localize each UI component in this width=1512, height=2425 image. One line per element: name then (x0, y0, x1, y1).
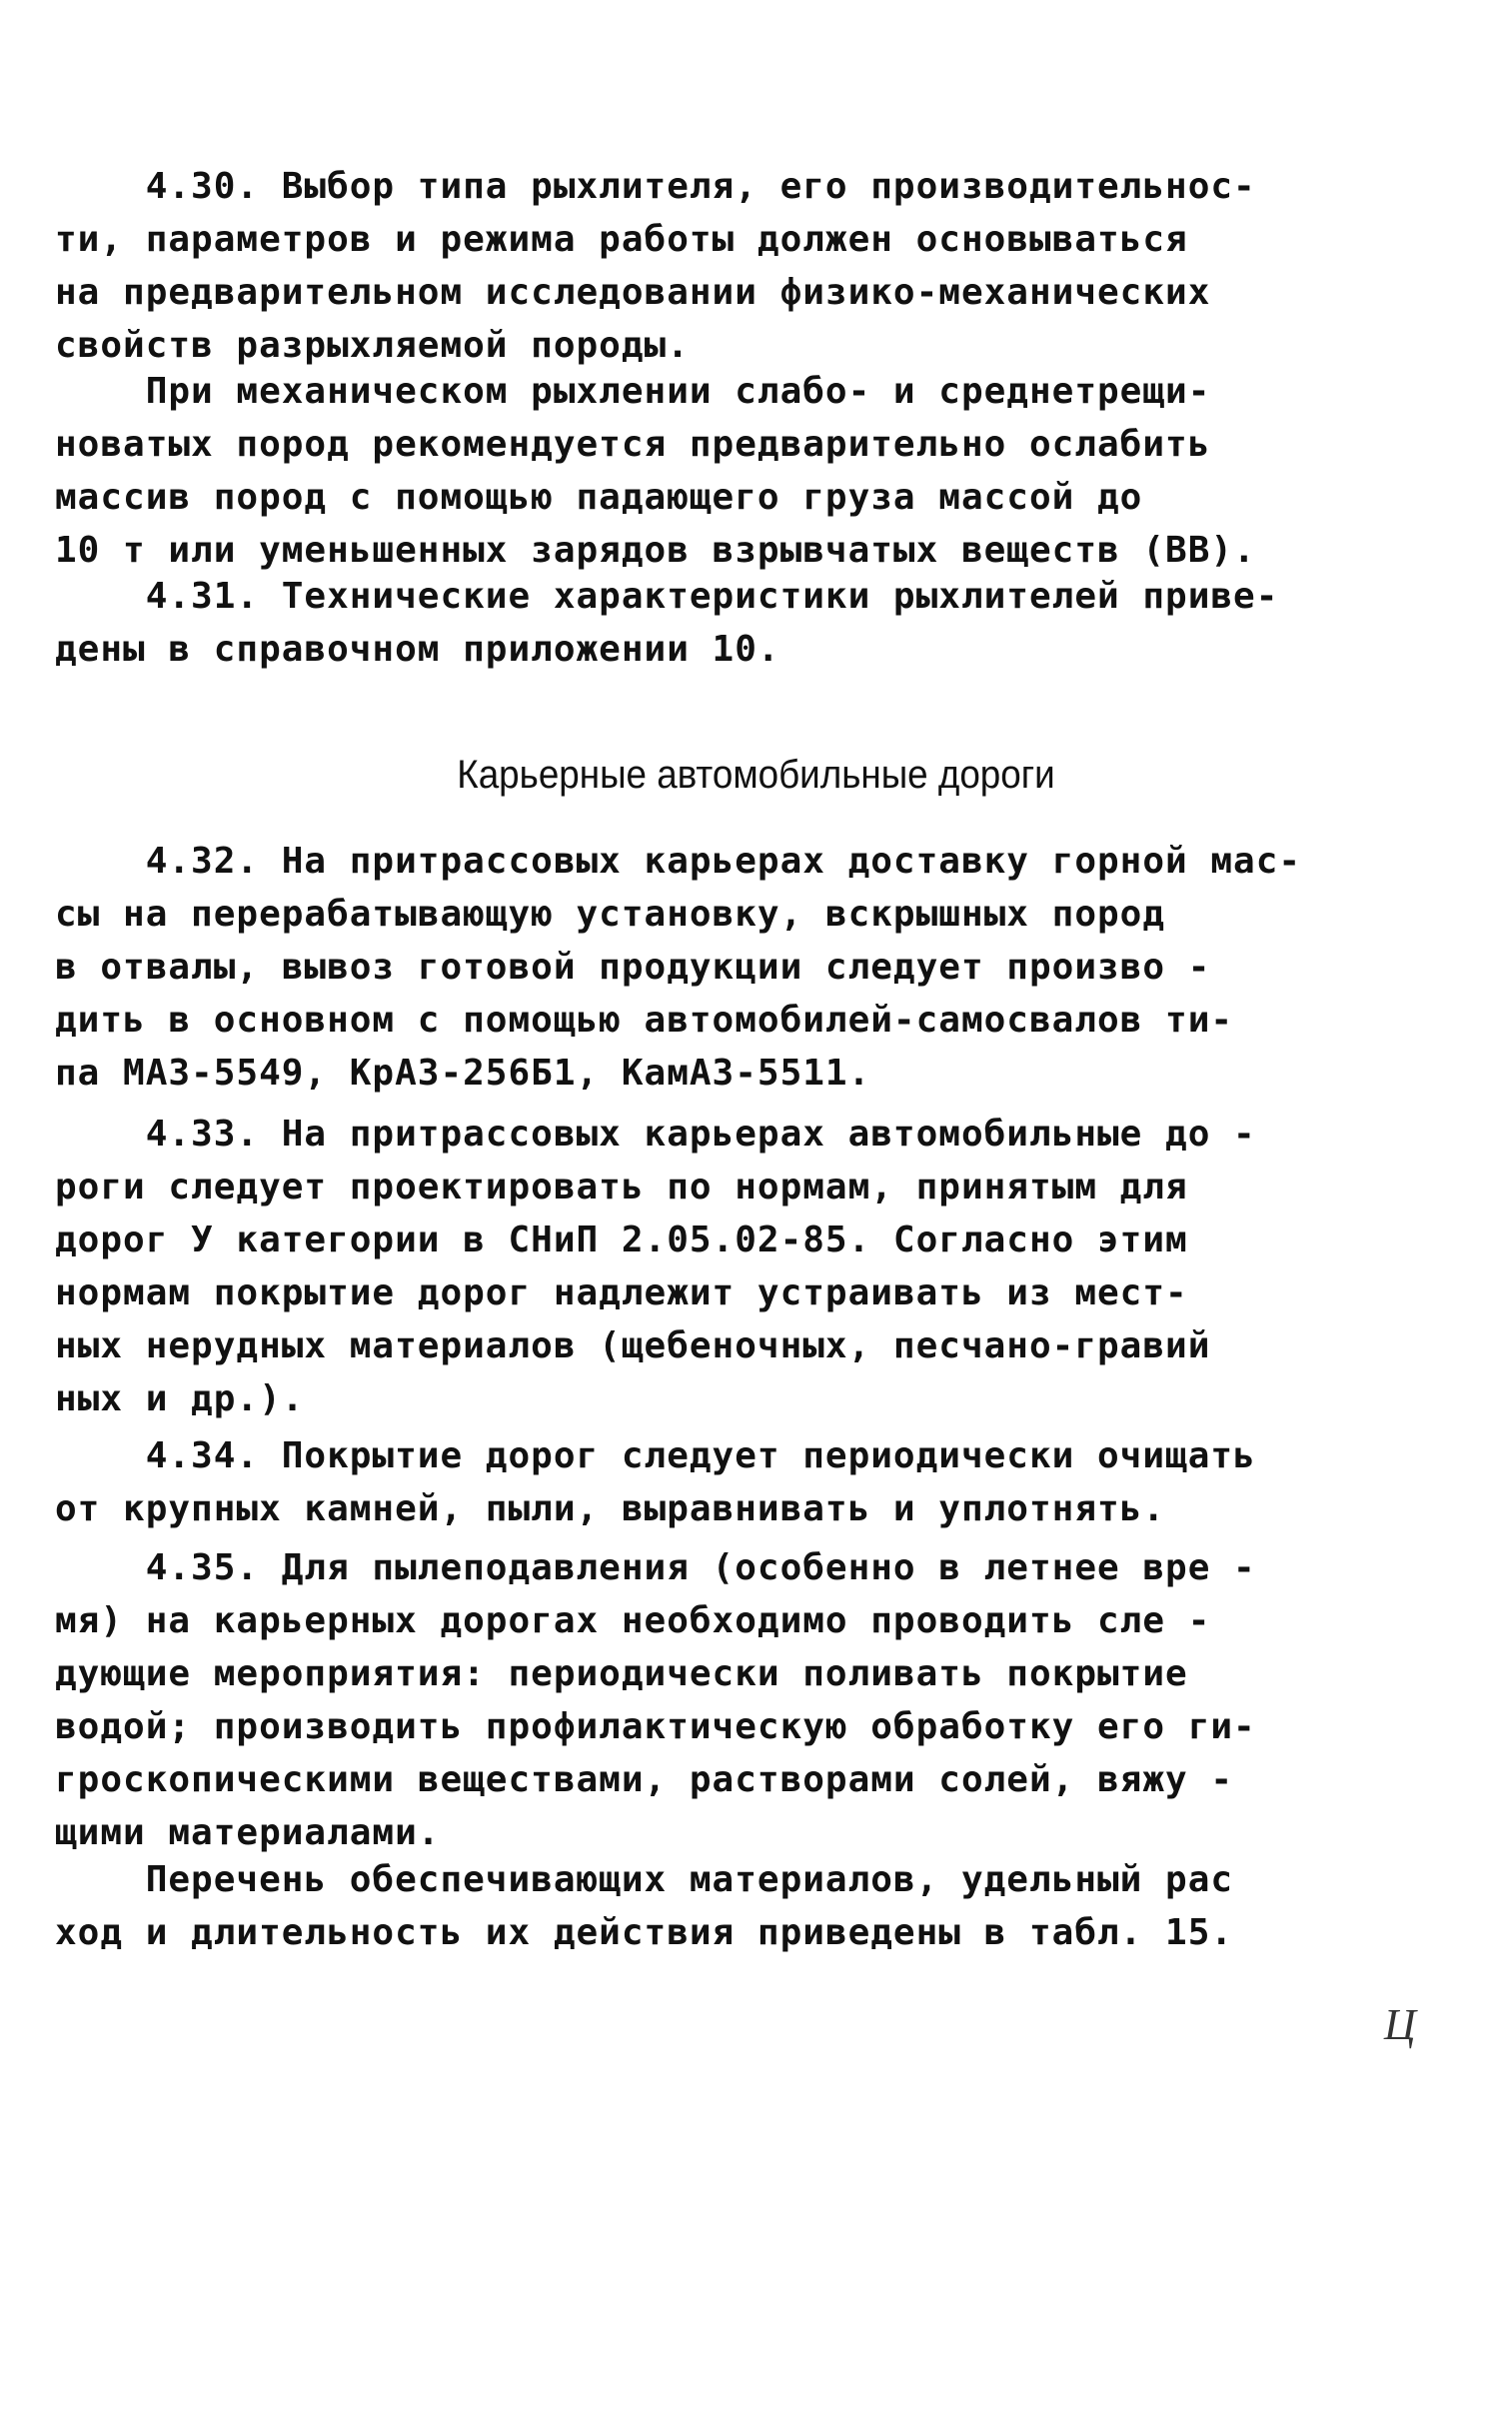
text-line: водой; производить профилактическую обработку его ги- (55, 1706, 1256, 1747)
text-line: новатых пород рекомендуется предварительно ослабить (55, 424, 1211, 465)
text-line: Перечень обеспечивающих материалов, удельный рас (55, 1859, 1234, 1900)
page-number: Ц (1384, 2000, 1416, 2049)
text-line: в отвалы, вывоз готовой продукции следует произво - (55, 947, 1211, 988)
text-line: нормам покрытие дорог надлежит устраивать из мест- (55, 1272, 1188, 1313)
paragraph-4-30-continued (55, 365, 1454, 577)
text-line: 4.30. Выбор типа рыхлителя, его производительнос- (55, 166, 1256, 207)
text-line: свойств разрыхляемой породы. (55, 325, 690, 366)
paragraph-4-34 (55, 1429, 1454, 1535)
paragraph-4-31 (55, 570, 1454, 676)
text-line: мя) на карьерных дорогах необходимо проводить сле - (55, 1600, 1211, 1641)
text-line: ход и длительность их действия приведены в табл. 15. (55, 1912, 1234, 1953)
text-line: массив пород с помощью падающего груза массой до (55, 477, 1143, 518)
text-line: роги следует проектировать по нормам, принятым для (55, 1167, 1188, 1208)
text-line: 4.35. Для пылеподавления (особенно в летнее вре - (55, 1547, 1256, 1588)
text-line: При механическом рыхлении слабо- и среднетрещи- (55, 371, 1211, 412)
text-line: гроскопическими веществами, растворами солей, вяжу - (55, 1759, 1234, 1800)
text-line: 4.32. На притрассовых карьерах доставку горной мас- (55, 841, 1302, 882)
text-line: 4.33. На притрассовых карьерах автомобильные до - (55, 1114, 1256, 1155)
paragraph-4-33 (55, 1108, 1454, 1425)
paragraph-4-32 (55, 835, 1454, 1100)
paragraph-4-30 (55, 160, 1454, 372)
text-line: на предварительном исследовании физико-механических (55, 272, 1211, 313)
text-line: ных нерудных материалов (щебеночных, песчано-гравий (55, 1325, 1211, 1366)
section-heading: Карьерные автомобильные дороги (457, 753, 1055, 797)
text-line: дующие мероприятия: периодически поливать покрытие (55, 1653, 1188, 1694)
text-line: па МАЗ-5549, КрАЗ-256Б1, КамАЗ-5511. (55, 1053, 871, 1094)
paragraph-4-35-continued (55, 1853, 1454, 1959)
text-line: 4.34. Покрытие дорог следует периодически очищать (55, 1435, 1256, 1476)
paragraph-4-35 (55, 1541, 1454, 1859)
text-line: дорог У категории в СНиП 2.05.02-85. Согласно этим (55, 1219, 1188, 1260)
text-line: 10 т или уменьшенных зарядов взрывчатых веществ (ВВ). (55, 530, 1256, 571)
text-line: сы на перерабатывающую установку, вскрышных пород (55, 894, 1166, 935)
text-line: дить в основном с помощью автомобилей-самосвалов ти- (55, 1000, 1234, 1041)
text-line: щими материалами. (55, 1812, 441, 1853)
text-line: ных и др.). (55, 1378, 305, 1419)
text-line: 4.31. Технические характеристики рыхлителей приве- (55, 576, 1279, 617)
text-line: ти, параметров и режима работы должен основываться (55, 219, 1188, 260)
text-line: от крупных камней, пыли, выравнивать и уплотнять. (55, 1488, 1166, 1529)
text-line: дены в справочном приложении 10. (55, 629, 780, 670)
